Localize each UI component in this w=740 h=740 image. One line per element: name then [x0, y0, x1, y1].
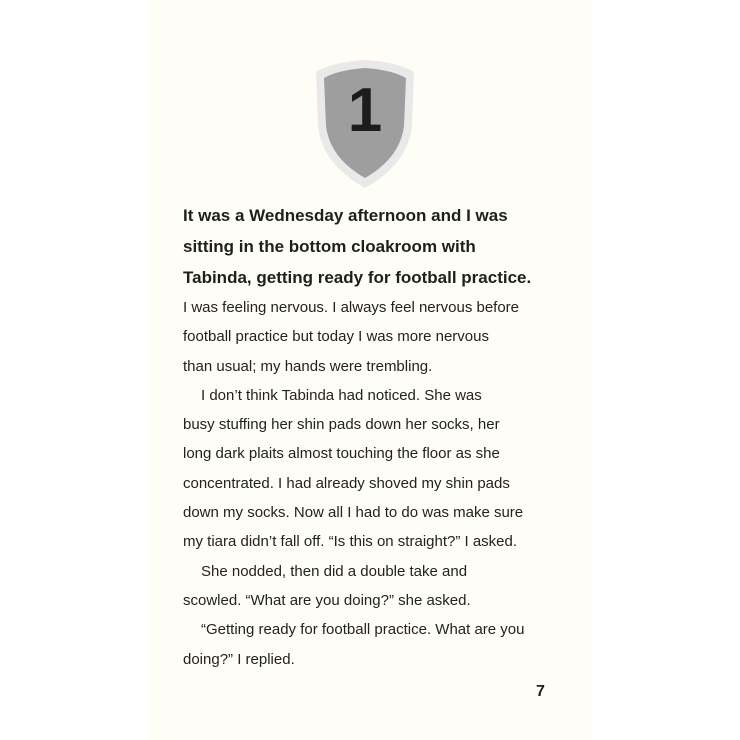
lead-line: sitting in the bottom cloakroom with — [183, 237, 476, 256]
body-line: “Getting ready for football practice. What are you — [201, 621, 525, 639]
body-line: down my socks. Now all I had to do was make sure — [183, 504, 524, 522]
chapter-text — [183, 200, 583, 674]
body-line: I was feeling nervous. I always feel nervous before — [183, 299, 520, 316]
body-line: scowled. “What are you doing?” she asked. — [183, 591, 471, 609]
body-line: football practice but today I was more nervous — [183, 328, 489, 346]
chapter-number: 1 — [347, 76, 383, 145]
body-line: busy stuffing her shin pads down her socks, her — [183, 416, 500, 434]
body-line: I don’t think Tabinda had noticed. She was — [201, 386, 482, 404]
body-line: doing?” I replied. — [183, 650, 295, 668]
body-line: long dark plaits almost touching the floor as she — [183, 445, 500, 463]
lead-line: Tabinda, getting ready for football practice. — [183, 268, 532, 287]
lead-line: It was a Wednesday afternoon and I was — [183, 206, 508, 225]
body-line: She nodded, then did a double take and — [201, 562, 468, 580]
body-line: my tiara didn’t fall off. “Is this on straight?” I asked. — [183, 533, 518, 551]
body-line: than usual; my hands were trembling. — [183, 357, 433, 375]
page-number: 7 — [536, 683, 545, 700]
body-line: concentrated. I had already shoved my shin pads — [183, 474, 510, 492]
